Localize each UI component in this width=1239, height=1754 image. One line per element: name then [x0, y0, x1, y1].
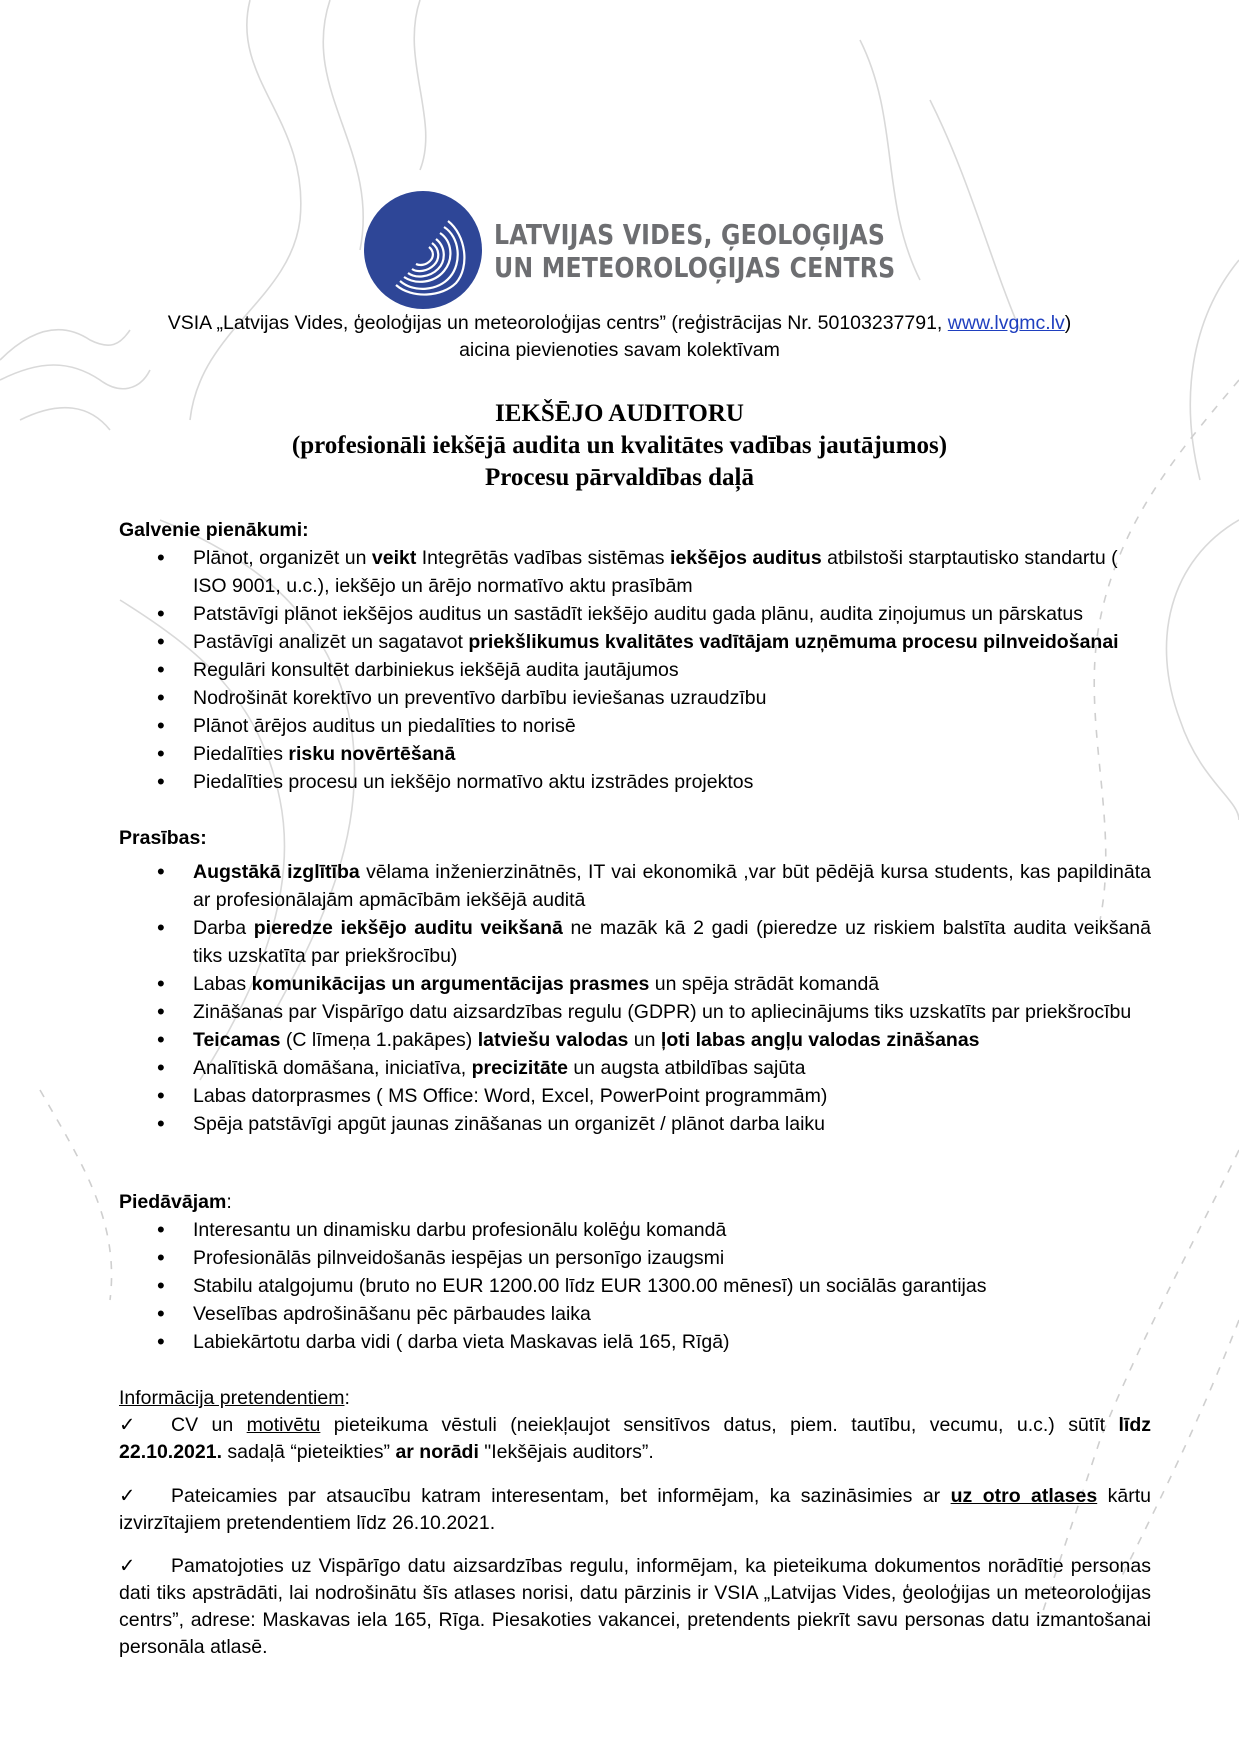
list-item: • Plānot ārējos auditus un piedalīties to norisē — [119, 712, 1151, 740]
title-line-1: IEKŠĒJO AUDITORU — [495, 400, 744, 427]
intro-text-end: ) — [1064, 312, 1072, 334]
list-item: • Pastāvīgi analizēt un sagatavot priekšlikumus kvalitātes vadītājam uzņēmuma procesu pilnveidošanai — [119, 628, 1151, 656]
list-item: • Zināšanas par Vispārīgo datu aizsardzības regulu (GDPR) un to apliecinājums tiks uzskatīts par priekšrocību — [119, 998, 1151, 1026]
offer-list — [119, 1216, 1151, 1356]
offer-heading — [119, 1188, 232, 1216]
position-title — [0, 398, 1239, 494]
info-heading-text: Informācija pretendentiem — [119, 1387, 345, 1409]
list-item: • Regulāri konsultēt darbiniekus iekšējā audita jautājumos — [119, 656, 1151, 684]
requirements-list — [119, 858, 1151, 1138]
intro — [0, 310, 1239, 364]
list-item: • Plānot, organizēt un veikt Integrētās vadības sistēmas iekšējos auditus atbilstoši starptautisko standartu ( ISO 9001, u.c.), iekšējo un ārējo normatīvo aktu prasībām — [119, 544, 1151, 600]
list-item: • Labiekārtotu darba vidi ( darba vieta Maskavas ielā 165, Rīgā) — [119, 1328, 1151, 1356]
list-item: • Spēja patstāvīgi apgūt jaunas zināšanas un organizēt / plānot darba laiku — [119, 1110, 1151, 1138]
list-item: • Analītiskā domāšana, iniciatīva, precizitāte un augsta atbildības sajūta — [119, 1054, 1151, 1082]
list-item: • Teicamas (C līmeņa 1.pakāpes) latviešu valodas un ļoti labas angļu valodas zināšanas — [119, 1026, 1151, 1054]
offer-heading-colon: : — [226, 1191, 232, 1213]
list-item: • Profesionālās pilnveidošanās iespējas un personīgo izaugsmi — [119, 1244, 1151, 1272]
checkmark-icon: ✓ — [119, 1414, 136, 1436]
duties-heading: Galvenie pienākumi: — [119, 519, 309, 541]
info-paragraph-1: ✓ CV un motivētu pieteikuma vēstuli (neiekļaujot sensitīvos datus, piem. tautību, vecumu, u.c.) sūtīt līdz 22.10.2021. sadaļā “pieteikties” ar norādi "Iekšējais auditors”. — [119, 1414, 1151, 1463]
info-heading-colon: : — [344, 1387, 350, 1409]
requirements-heading: Prasības: — [119, 827, 207, 849]
list-item: • Labas komunikācijas un argumentācijas prasmes un spēja strādāt komandā — [119, 970, 1151, 998]
checkmark-icon: ✓ — [119, 1555, 136, 1577]
offer-heading-text: Piedāvājam — [119, 1191, 227, 1213]
info-heading — [119, 1384, 350, 1412]
intro-text: VSIA „Latvijas Vides, ģeoloģijas un meteoroloģijas centrs” (reģistrācijas Nr. 50103237791, — [167, 312, 948, 334]
intro-line-1 — [0, 310, 1239, 337]
list-item: • Patstāvīgi plānot iekšējos auditus un sastādīt iekšējo auditu gada plānu, audita ziņojumus un pārskatus — [119, 600, 1151, 628]
logo-line-1: LATVIJAS VIDES, ĢEOLOĢIJAS — [494, 219, 886, 251]
info-paragraph-2: ✓ Pateicamies par atsaucību katram interesentam, bet informējam, ka sazināsimies ar uz otro atlases kārtu izvirzītajiem pretendentiem līdz 26.10.2021. — [119, 1485, 1151, 1534]
list-item: • Darba pieredze iekšējo auditu veikšanā ne mazāk kā 2 gadi (pieredze uz riskiem balstīta audita veikšanā tiks uzskatīta par priekšrocību) — [119, 914, 1151, 970]
title-line-3: Procesu pārvaldības daļā — [484, 464, 755, 491]
intro-line-2: aicina pievienoties savam kolektīvam — [459, 339, 780, 361]
list-item: • Piedalīties risku novērtēšanā — [119, 740, 1151, 768]
logo-line-2: UN METEOROLOĢIJAS CENTRS — [494, 252, 896, 284]
list-item: • Nodrošināt korektīvo un preventīvo darbību ieviešanas uzraudzību — [119, 684, 1151, 712]
list-item: • Piedalīties procesu un iekšējo normatīvo aktu izstrādes projektos — [119, 768, 1151, 796]
website-link[interactable]: www.lvgmc.lv — [947, 312, 1065, 334]
list-item: • Labas datorprasmes ( MS Office: Word, Excel, PowerPoint programmām) — [119, 1082, 1151, 1110]
list-item: • Augstākā izglītība vēlama inženierzinātnēs, IT vai ekonomikā ,var būt pēdējā kursa students, kas papildināta ar profesionālajām apmācībām iekšējā auditā — [119, 858, 1151, 914]
list-item: • Veselības apdrošināšanu pēc pārbaudes laika — [119, 1300, 1151, 1328]
logo-wordmark — [494, 219, 961, 285]
info-paragraph-3: ✓ Pamatojoties uz Vispārīgo datu aizsardzības regulu, informējam, ka pieteikuma dokumentos norādītie personas dati tiks apstrādāti, lai nodrošinātu šīs atlases norisi, datu pārzinis ir VSIA „Latvijas Vides, ģeoloģijas un meteoroloģijas centrs”, adrese: Maskavas iela 165, Rīga. Piesakoties vakancei, pretendents piekrīt savu personas datu izmantošanai personāla atlasē. — [119, 1555, 1151, 1658]
checkmark-icon: ✓ — [119, 1485, 136, 1507]
lvgmc-emblem-icon — [362, 189, 484, 311]
list-item: • Stabilu atalgojumu (bruto no EUR 1200.00 līdz EUR 1300.00 mēnesī) un sociālās garantijas — [119, 1272, 1151, 1300]
duties-list — [119, 544, 1151, 796]
list-item: • Interesantu un dinamisku darbu profesionālu kolēģu komandā — [119, 1216, 1151, 1244]
title-line-2: (profesionāli iekšējā audita un kvalitātes vadības jautājumos) — [291, 432, 948, 459]
